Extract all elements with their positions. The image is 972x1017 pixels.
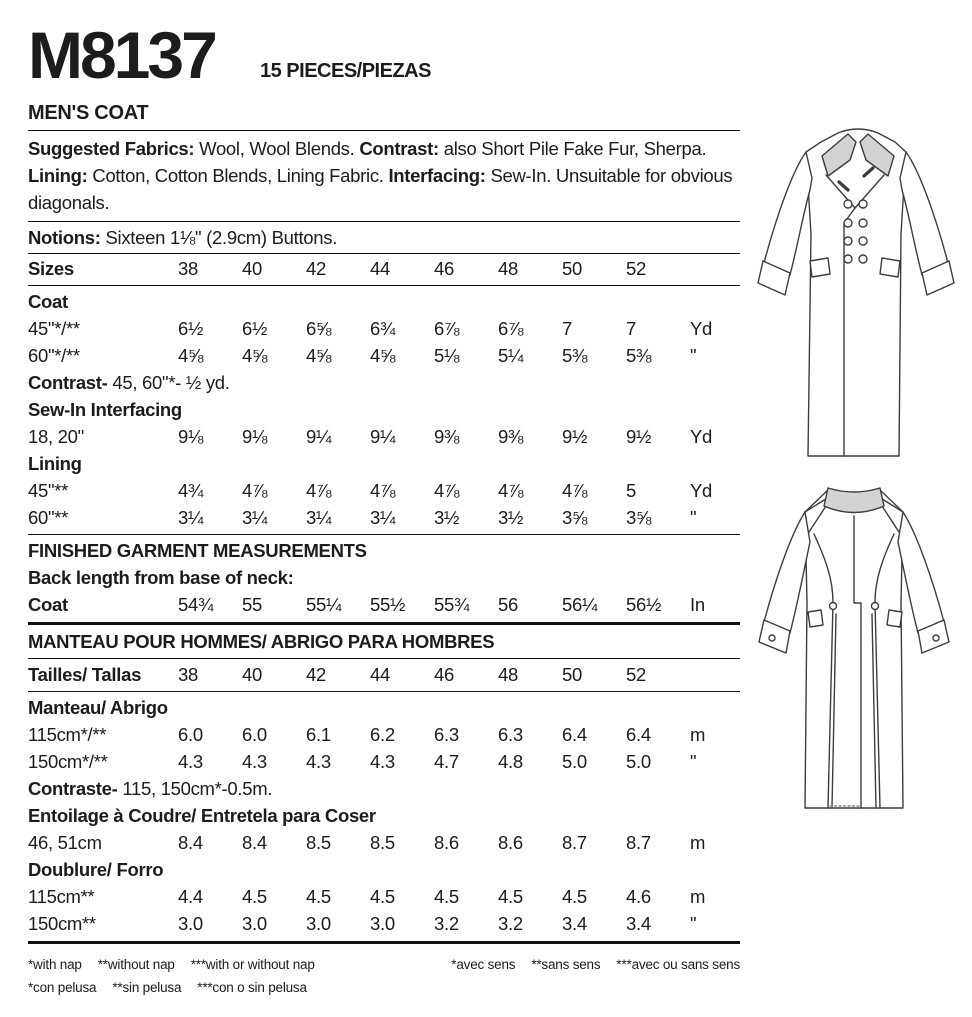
value-cell: 4.5 [242,886,267,907]
yardage-tables [28,254,740,944]
footnote-without-nap: **without nap [97,957,175,972]
table-row [28,591,740,618]
unit-cell: m [690,832,706,853]
value-cell: 9½ [626,426,652,447]
value-cell: 4.5 [370,886,395,907]
value-cell: 4.5 [434,886,459,907]
value-cell: 52 [626,664,646,685]
footnote-con-o-sin-pelusa: ***con o sin pelusa [197,980,307,995]
value-cell: 8.4 [178,832,203,853]
value-cell: 44 [370,664,390,685]
table-row [28,910,740,937]
note-text: 45, 60"*- ½ yd. [107,372,230,393]
footnote-with-nap: *with nap [28,957,82,972]
value-cell: 8.6 [434,832,459,853]
value-cell: 56½ [626,594,662,615]
value-cell: 6⅞ [434,318,460,339]
value-cell: 4.3 [242,751,267,772]
value-cell: 4⅞ [242,480,268,501]
note-text: 115, 150cm*-0.5m. [117,778,273,799]
table-row [28,883,740,910]
value-cell: 4.3 [370,751,395,772]
value-cell: 3.2 [498,913,523,934]
value-cell: 40 [242,664,262,685]
value-cell: 8.5 [370,832,395,853]
value-cell: 9⅜ [434,426,460,447]
row-label: 150cm*/** [28,751,108,772]
value-cell: 4⅞ [562,480,588,501]
value-cell: 48 [498,664,518,685]
suggested-fabrics-label: Suggested Fabrics: [28,138,195,159]
value-cell: 4.5 [562,886,587,907]
row-label: Coat [28,594,68,615]
value-cell: 9⅛ [178,426,204,447]
section-heading: MANTEAU POUR HOMMES/ ABRIGO PARA HOMBRES [28,631,495,652]
value-cell: 55¾ [434,594,470,615]
note-label: Contraste- [28,778,118,799]
value-cell: 46 [434,258,454,279]
row-label: 115cm*/** [28,724,107,745]
table-row [28,255,740,282]
divider [28,622,740,625]
value-cell: 7 [562,318,572,339]
section-heading: Coat [28,291,68,312]
table-row [28,748,740,775]
note-row [28,775,740,802]
contrast-label: Contrast: [359,138,439,159]
section-heading: Manteau/ Abrigo [28,697,168,718]
divider [28,534,740,535]
coat-front-view-illustration [742,104,968,464]
table-row [28,661,740,688]
value-cell: 3.0 [242,913,267,934]
value-cell: 8.7 [626,832,651,853]
value-cell: 4⅞ [498,480,524,501]
contrast-text: also Short Pile Fake Fur, Sherpa. [438,138,707,159]
value-cell: 8.7 [562,832,587,853]
value-cell: 46 [434,664,454,685]
value-cell: 56¼ [562,594,598,615]
note-row [28,369,740,396]
unit-cell: " [690,345,697,366]
value-cell: 9½ [562,426,588,447]
table-row [28,315,740,342]
footnote-avec-sens: *avec sens [451,957,516,972]
value-cell: 6.1 [306,724,331,745]
value-cell: 6⅝ [306,318,332,339]
table-row [28,342,740,369]
value-cell: 6.4 [626,724,651,745]
value-cell: 4.7 [434,751,459,772]
value-cell: 3.4 [562,913,587,934]
unit-cell: " [690,751,697,772]
value-cell: 8.4 [242,832,267,853]
divider [28,285,740,286]
value-cell: 44 [370,258,390,279]
value-cell: 9¼ [306,426,332,447]
value-cell: 4.8 [498,751,523,772]
value-cell: 3.0 [178,913,203,934]
fabric-info [28,131,740,222]
table-row [28,721,740,748]
value-cell: 6.3 [434,724,459,745]
footnote-line-french [435,953,740,976]
interfacing-text: Sew-In. Unsuitable for obvious diagonals. [28,165,733,213]
note-label: Contrast- [28,372,108,393]
unit-cell: Yd [690,426,713,447]
value-cell: 4.3 [178,751,203,772]
unit-cell [690,255,740,282]
pieces-count: 15 PIECES/PIEZAS [260,60,431,82]
unit-cell: m [690,886,706,907]
notions-label: Notions: [28,227,101,248]
value-cell: 5⅜ [562,345,588,366]
value-cell: 8.5 [306,832,331,853]
unit-cell [690,661,740,688]
value-cell: 52 [626,258,646,279]
value-cell: 38 [178,258,198,279]
value-cell: 6½ [178,318,204,339]
value-cell: 6.2 [370,724,395,745]
title-bar [28,14,740,102]
value-cell: 3.4 [626,913,651,934]
value-cell: 5¼ [498,345,524,366]
value-cell: 4⅞ [370,480,396,501]
footnote-with-or-without-nap: ***with or without nap [190,957,315,972]
row-label: 46, 51cm [28,832,102,853]
value-cell: 5.0 [626,751,651,772]
value-cell: 4⅞ [306,480,332,501]
table-row [28,829,740,856]
lining-label: Lining: [28,165,88,186]
value-cell: 5 [626,480,636,501]
value-cell: 3⅝ [626,507,652,528]
table-row [28,477,740,504]
divider [28,658,740,659]
section-heading: Lining [28,453,82,474]
table-row [28,504,740,531]
value-cell: 50 [562,664,582,685]
value-cell: 3.0 [306,913,331,934]
row-label: 45"*/** [28,318,80,339]
section-heading: Doublure/ Forro [28,859,164,880]
value-cell: 4⅝ [306,345,332,366]
suggested-fabrics-text: Wool, Wool Blends. [194,138,360,159]
value-cell: 6½ [242,318,268,339]
row-label: 60"*/** [28,345,80,366]
divider [28,941,740,944]
row-label: 45"** [28,480,69,501]
value-cell: 38 [178,664,198,685]
table-row [28,423,740,450]
garment-title: MEN'S COAT [28,102,740,131]
value-cell: 5⅜ [626,345,652,366]
pattern-sheet [28,14,740,947]
value-cell: 6.4 [562,724,587,745]
value-cell: 56 [498,594,518,615]
section-heading: Back length from base of neck: [28,567,294,588]
footnote-con-pelusa: *con pelusa [28,980,97,995]
value-cell: 4⅝ [370,345,396,366]
value-cell: 54¾ [178,594,214,615]
value-cell: 6.0 [178,724,203,745]
footnote-line-spanish [28,976,740,999]
lining-text: Cotton, Cotton Blends, Lining Fabric. [87,165,389,186]
footnote-sans-sens: **sans sens [531,957,601,972]
unit-cell: " [690,507,697,528]
value-cell: 55 [242,594,262,615]
row-label: 60"** [28,507,69,528]
value-cell: 6⅞ [498,318,524,339]
interfacing-label: Interfacing: [388,165,486,186]
unit-cell: m [690,724,706,745]
value-cell: 3¼ [306,507,332,528]
value-cell: 5.0 [562,751,587,772]
value-cell: 42 [306,664,326,685]
section-heading: Entoilage à Coudre/ Entretela para Coser [28,805,376,826]
value-cell: 3¼ [178,507,204,528]
value-cell: 4⅞ [434,480,460,501]
value-cell: 4⅝ [242,345,268,366]
notions-text: Sixteen 1⅛" (2.9cm) Buttons. [100,227,338,248]
value-cell: 6.0 [242,724,267,745]
value-cell: 6.3 [498,724,523,745]
value-cell: 8.6 [498,832,523,853]
value-cell: 4⅝ [178,345,204,366]
footnotes [28,953,740,999]
value-cell: 5⅛ [434,345,460,366]
footnote-avec-ou-sans-sens: ***avec ou sans sens [616,957,740,972]
value-cell: 50 [562,258,582,279]
row-label: 150cm** [28,913,96,934]
row-label: 18, 20" [28,426,84,447]
value-cell: 4.5 [498,886,523,907]
value-cell: 40 [242,258,262,279]
value-cell: 4¾ [178,480,204,501]
value-cell: 6¾ [370,318,396,339]
value-cell: 3.2 [434,913,459,934]
unit-cell: In [690,594,705,615]
value-cell: 4.3 [306,751,331,772]
divider [28,691,740,692]
value-cell: 48 [498,258,518,279]
value-cell: 4.6 [626,886,651,907]
row-label: 115cm** [28,886,95,907]
value-cell: 9¼ [370,426,396,447]
value-cell: 3⅝ [562,507,588,528]
value-cell: 3½ [498,507,524,528]
value-cell: 4.4 [178,886,203,907]
value-cell: 7 [626,318,636,339]
section-heading: FINISHED GARMENT MEASUREMENTS [28,540,367,561]
unit-cell: Yd [690,480,713,501]
coat-back-view-illustration [742,472,968,816]
value-cell: 3¼ [370,507,396,528]
row-label: Tailles/ Tallas [28,664,142,685]
notions-line [28,222,740,254]
section-heading: Sew-In Interfacing [28,399,182,420]
value-cell: 55½ [370,594,406,615]
value-cell: 9⅜ [498,426,524,447]
value-cell: 3¼ [242,507,268,528]
pattern-number: M8137 [28,18,215,92]
value-cell: 3.0 [370,913,395,934]
value-cell: 9⅛ [242,426,268,447]
footnote-sin-pelusa: **sin pelusa [112,980,182,995]
row-label: Sizes [28,258,74,279]
value-cell: 3½ [434,507,460,528]
value-cell: 4.5 [306,886,331,907]
value-cell: 42 [306,258,326,279]
unit-cell: " [690,913,697,934]
unit-cell: Yd [690,318,713,339]
value-cell: 55¼ [306,594,342,615]
